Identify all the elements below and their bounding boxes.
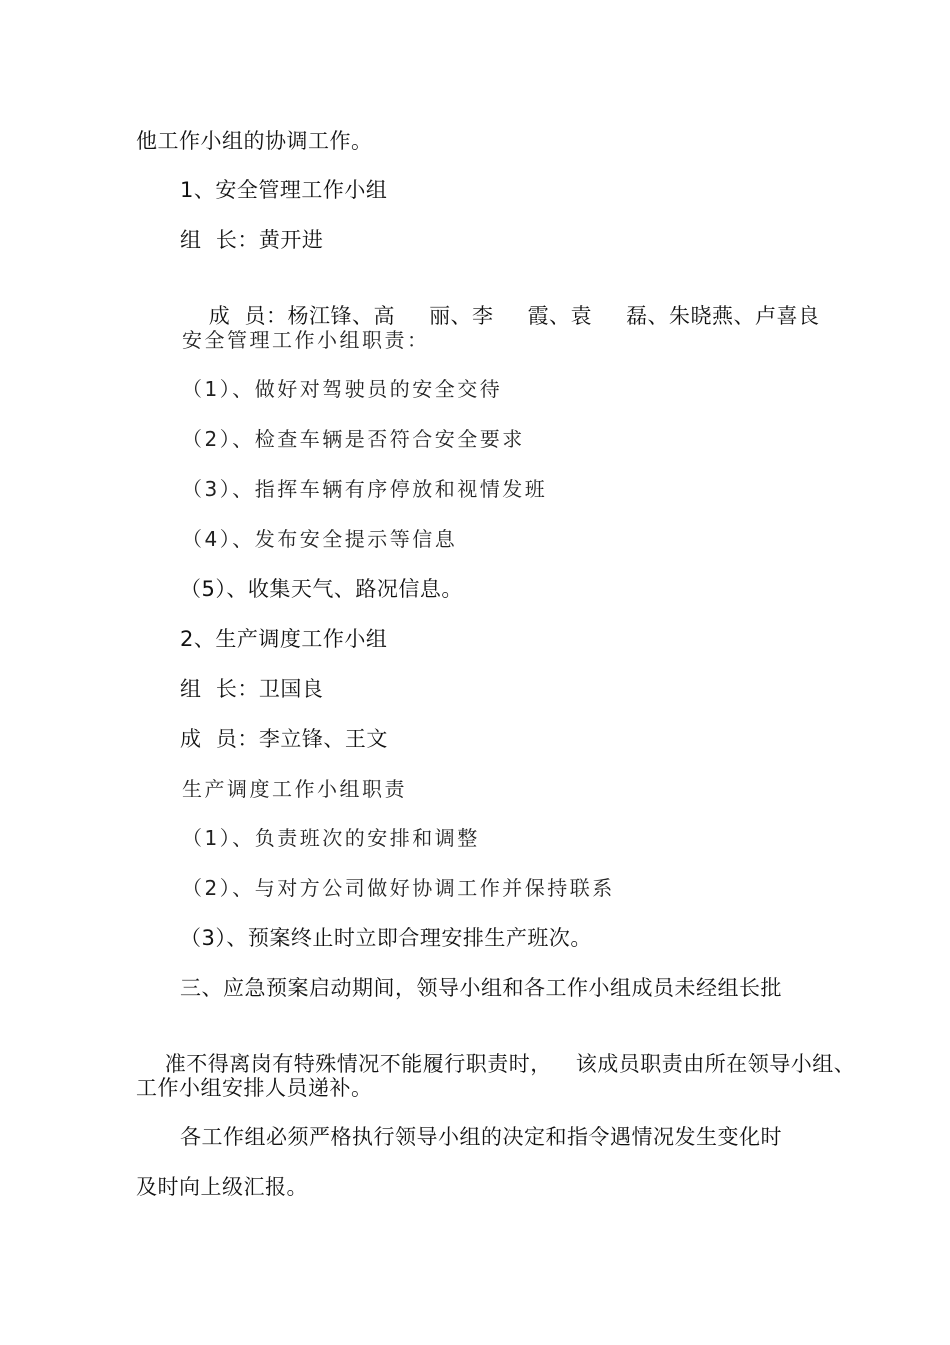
- section-heading: 2、生产调度工作小组: [180, 627, 388, 651]
- duty-item: （5）、收集天气、路况信息。: [180, 577, 463, 601]
- text-line: 他工作小组的协调工作。: [136, 129, 373, 153]
- members-part: 成 员：杨江锋、高: [208, 304, 396, 328]
- leader-line: 组 长：黄开进: [180, 228, 324, 252]
- paragraph-part: 准不得离岗有特殊情况不能履行职责时，: [164, 1052, 552, 1076]
- members-part: 霞、袁: [527, 304, 593, 328]
- paragraph-line: 三、应急预案启动期间，领导小组和各工作小组成员未经组长批: [180, 976, 782, 1000]
- duty-heading: 生产调度工作小组职责: [182, 777, 407, 801]
- members-line: 成 员：李立锋、王文: [180, 727, 388, 751]
- duty-item: （2）、与对方公司做好协调工作并保持联系: [182, 876, 615, 900]
- duty-heading: 安全管理工作小组职责：: [182, 328, 430, 352]
- paragraph-line: 及时向上级汇报。: [136, 1175, 308, 1199]
- duty-item: （4）、发布安全提示等信息: [182, 527, 458, 551]
- members-part: 丽、李: [429, 304, 494, 328]
- leader-line: 组 长：卫国良: [180, 677, 324, 701]
- section-heading: 1、安全管理工作小组: [180, 178, 388, 202]
- paragraph-part: 该成员职责由所在领导小组、: [575, 1052, 856, 1076]
- duty-item: （1）、做好对驾驶员的安全交待: [182, 377, 503, 401]
- duty-item: （2）、检查车辆是否符合安全要求: [182, 427, 525, 451]
- duty-item: （1）、负责班次的安排和调整: [182, 826, 480, 850]
- duty-item: （3）、预案终止时立即合理安排生产班次。: [180, 926, 592, 950]
- paragraph-line: 各工作组必须严格执行领导小组的决定和指令遇情况发生变化时: [180, 1125, 782, 1149]
- members-part: 磊、朱晓燕、卢喜良: [626, 304, 820, 328]
- paragraph-line: 工作小组安排人员递补。: [136, 1076, 373, 1100]
- duty-item: （3）、指挥车辆有序停放和视情发班: [182, 477, 548, 501]
